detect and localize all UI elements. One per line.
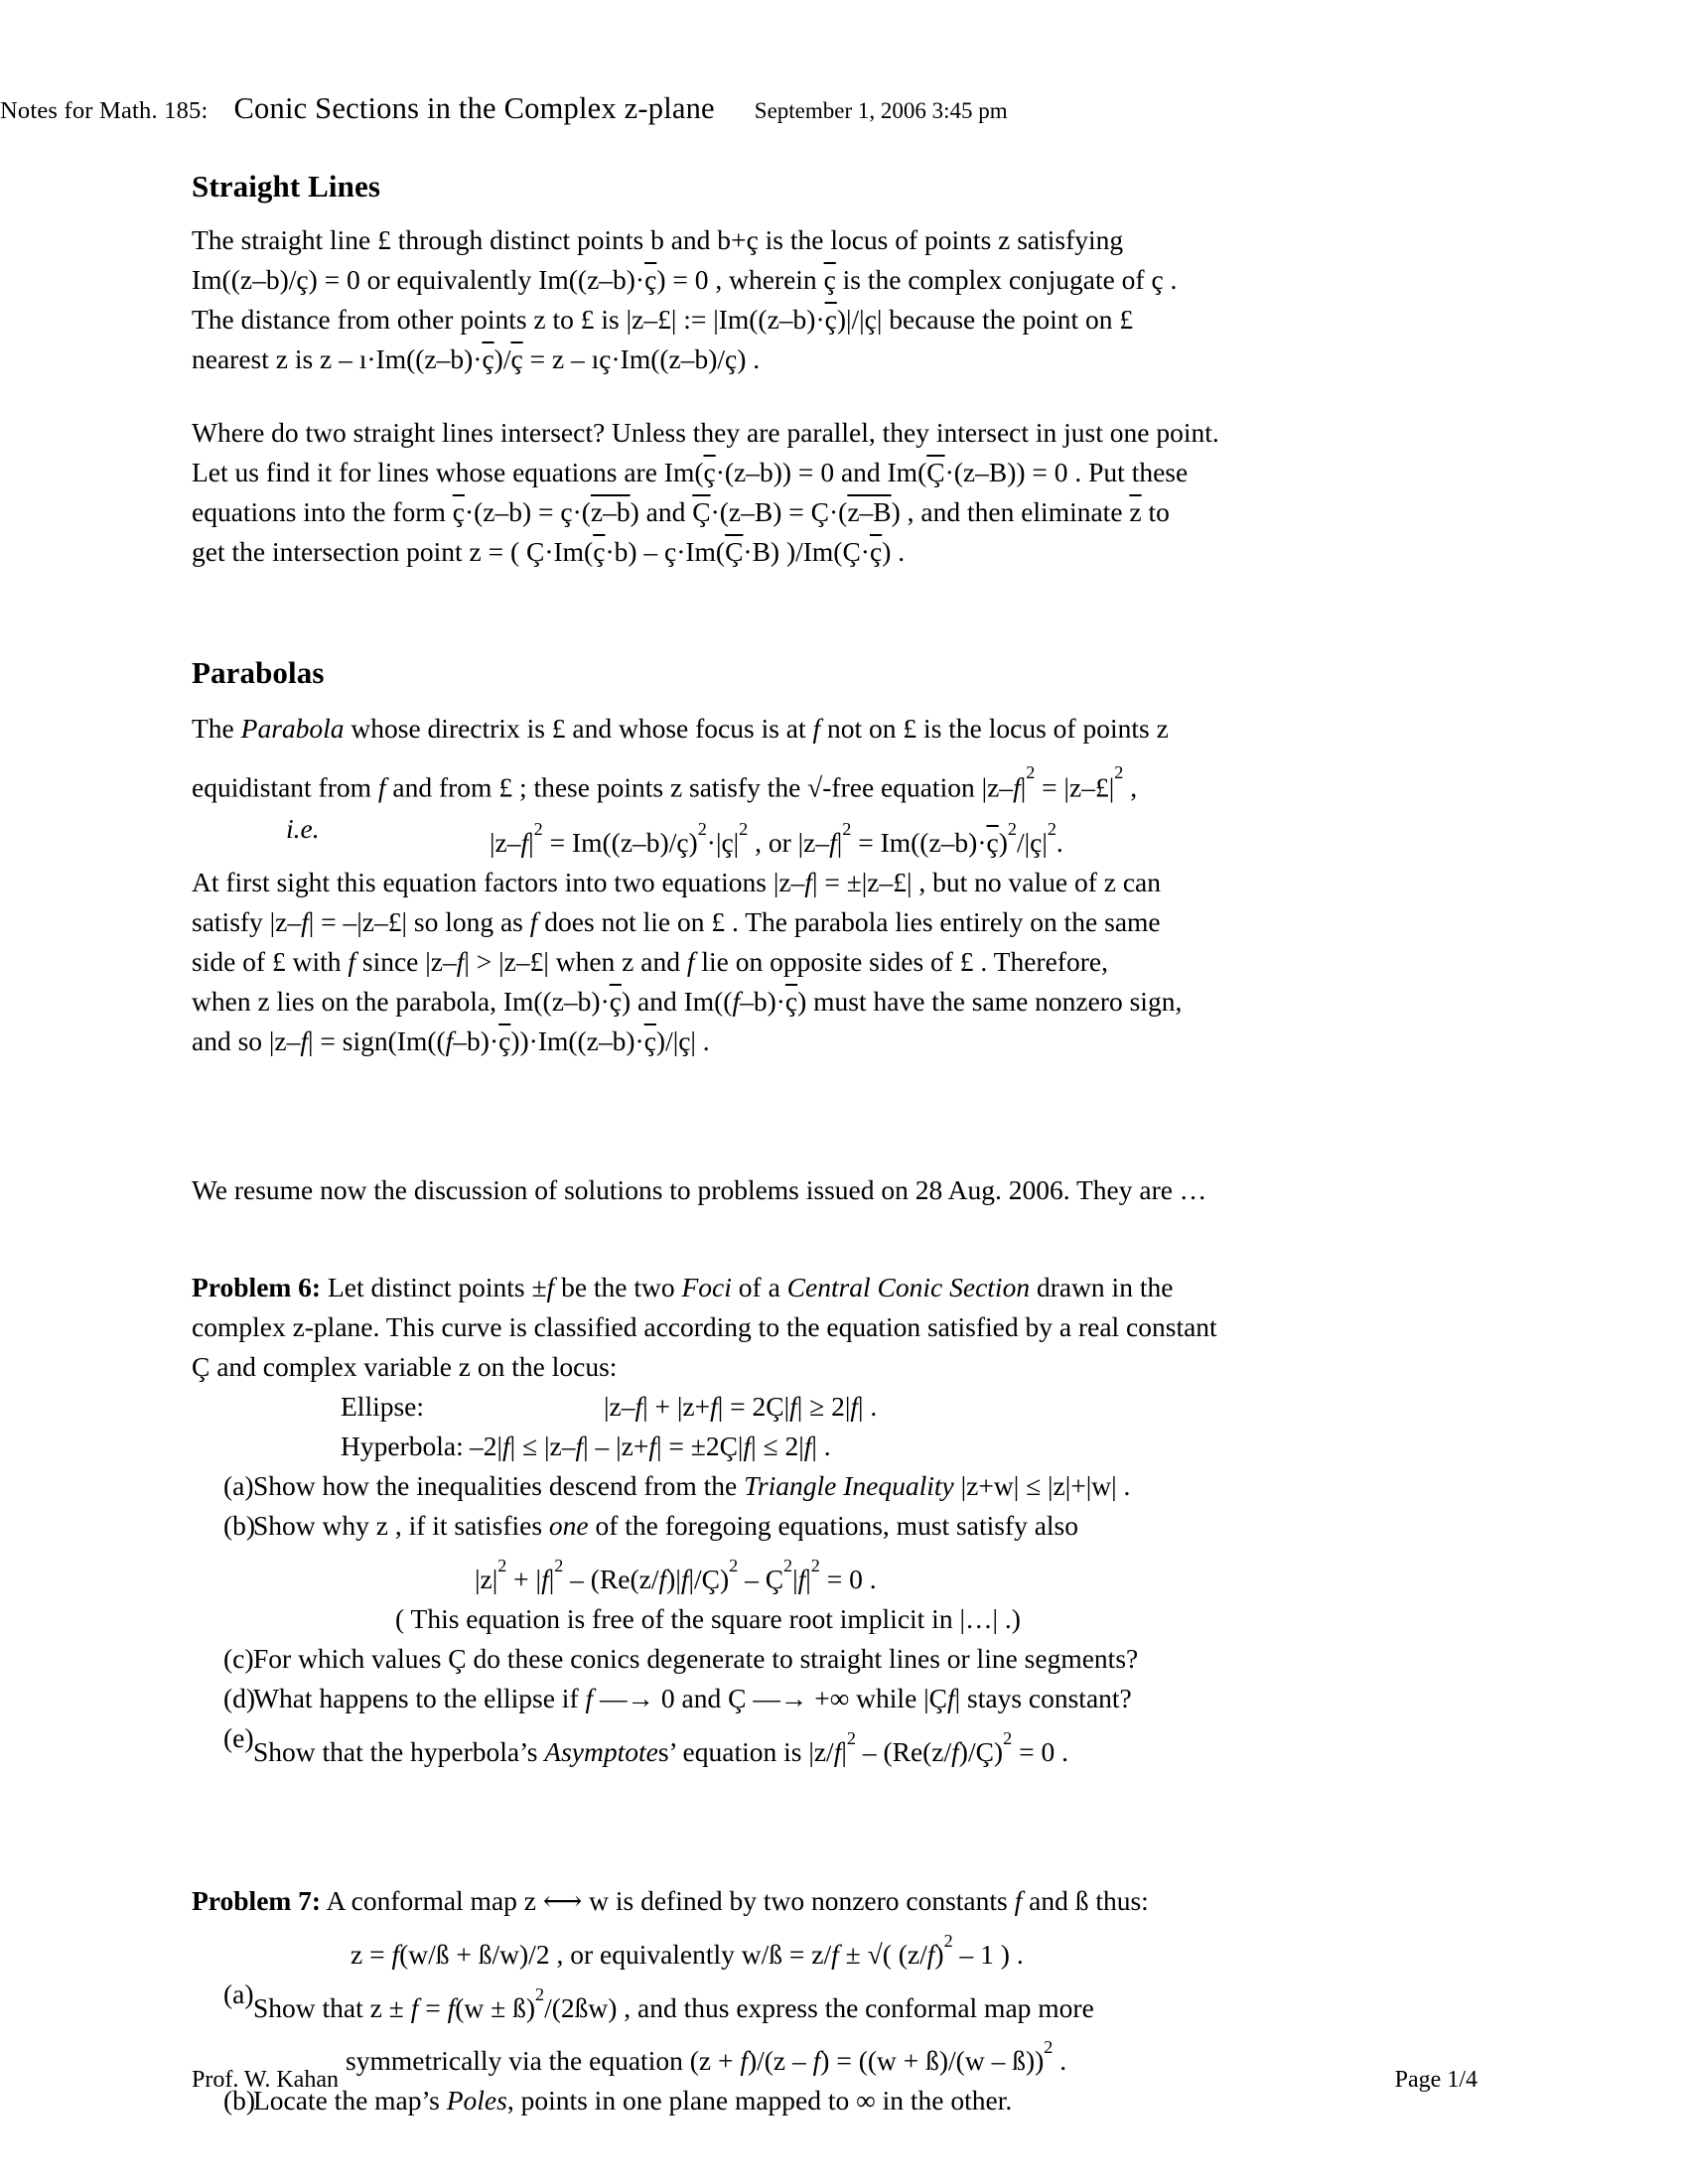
var-f: f (812, 2045, 821, 2077)
heading-straight-lines: Straight Lines (192, 169, 381, 204)
problem-6 (192, 1268, 1477, 1387)
item-marker: (c) (223, 1643, 254, 1675)
text-line: side of £ with (192, 946, 349, 978)
text-line: , points in one plane mapped to ∞ in the other. (506, 2085, 1013, 2116)
item-marker: (e) (223, 1722, 254, 1754)
text-line: ) (998, 827, 1008, 859)
text-line: nearest z is z – ı·Im((z–b)· (192, 343, 483, 374)
text-line: not on £ is the locus of points z (820, 713, 1169, 744)
conjugate-c: $\overline{ç}$ (824, 304, 837, 335)
text-line: )/ (493, 343, 511, 374)
var-f: f (831, 1938, 839, 1970)
var-f: f (410, 1991, 419, 2023)
conjugate-C: $\overline{Ç}$ (725, 536, 744, 567)
text-line: – (Re(z/ (563, 1564, 659, 1595)
text-line: ) must have the same nonzero sign, (797, 986, 1183, 1018)
list-item (192, 1466, 1477, 1506)
text-line: |z/ (808, 1735, 834, 1767)
problem-6-label: Problem 6: (192, 1272, 322, 1303)
text-line: Ç and complex variable z on the locus: (192, 1351, 618, 1383)
equation-hyperbola (192, 1427, 1477, 1466)
text-line: |z– (604, 1391, 635, 1423)
paragraph-straight-lines-2 (192, 413, 1477, 572)
equation-ellipse (192, 1387, 1477, 1427)
text-line: | stays constant? (954, 1683, 1132, 1714)
text-line: | (805, 1564, 811, 1595)
var-f: f (546, 1272, 555, 1303)
var-f: f (804, 867, 812, 898)
item-marker: (b) (223, 1510, 256, 1542)
var-f: f (1014, 1884, 1023, 1916)
list-item (192, 1506, 1477, 1546)
running-head (0, 91, 1286, 126)
item-marker: (a) (223, 1470, 254, 1502)
text-line: lie on opposite sides of £ . Therefore, (694, 946, 1108, 978)
text-line: )/(z – (747, 2045, 813, 2077)
text-line: . (1053, 2045, 1067, 2077)
var-f: f (300, 1025, 309, 1057)
var-f: f (377, 771, 386, 803)
term-triangle-inequality: Triangle Inequality (744, 1470, 954, 1502)
text-line: |z+w| ≤ |z|+|w| . (953, 1470, 1131, 1502)
text-line: | = –|z–£| so long as (308, 906, 530, 938)
term-poles: Poles (446, 2085, 507, 2116)
text-line: The (192, 713, 241, 744)
var-f: f (447, 1991, 456, 2023)
var-f: f (658, 1564, 667, 1595)
text-line: and so |z– (192, 1025, 301, 1057)
text-line: | + |z+ (642, 1391, 711, 1423)
var-f: f (833, 1735, 842, 1767)
label-hyperbola: Hyperbola: (341, 1431, 464, 1462)
var-f: f (648, 1431, 656, 1462)
exponent: 2 (739, 819, 749, 840)
text-line: )/|ç| . (655, 1025, 710, 1057)
text-line: The distance from other points z to £ is |z–£| := |Im((z–b)· (192, 304, 825, 335)
exponent: 2 (842, 819, 852, 840)
exponent: 2 (846, 1728, 856, 1749)
text-line: when z lies on the parabola, Im((z–b)· (192, 986, 610, 1018)
document-date: September 1, 2006 3:45 pm (754, 98, 1008, 123)
text-line: | (792, 1564, 798, 1595)
text-line: , (1123, 771, 1138, 803)
var-f: f (732, 986, 741, 1018)
text-line: | = ±2Ç| (655, 1431, 744, 1462)
text-line: A conformal map z ⟷ w is defined by two nonzero constants (321, 1884, 1015, 1916)
var-f: f (686, 946, 695, 978)
conjugate-c: $\overline{ç}$ (498, 1025, 511, 1057)
text-line: | = ±|z–£| , but no value of z can (811, 867, 1161, 898)
text-line: /(2ßw) , and thus express the conformal map more (544, 1991, 1094, 2023)
term-parabola: Parabola (240, 713, 345, 744)
exponent: 2 (497, 1556, 507, 1576)
note-problem6-b: ( This equation is free of the square root implicit in |…| .) (395, 1603, 1021, 1635)
var-f: f (502, 1431, 510, 1462)
term-one: one (548, 1510, 589, 1542)
text-line: –2| (470, 1431, 503, 1462)
item-marker: (a) (223, 1978, 254, 2009)
text-line: Show that z ± (253, 1991, 411, 2023)
text-line: ) , and then eliminate (891, 496, 1130, 527)
text-line: of a (731, 1272, 787, 1303)
text-line: = (418, 1991, 448, 2023)
text-line: and ß thus: (1022, 1884, 1149, 1916)
text-line: ) and Im(( (621, 986, 733, 1018)
exponent: 2 (533, 819, 543, 840)
exponent: 2 (1007, 819, 1017, 840)
text-line: = z – ıç·Im((z–b)/ç) . (522, 343, 761, 374)
text-line: )|/|ç| because the point on £ (836, 304, 1134, 335)
exponent: 2 (1114, 762, 1124, 782)
text-line: ± √( (z/ (838, 1938, 927, 1970)
text-line: whose directrix is £ and whose focus is at (344, 713, 813, 744)
paragraph-parabolas (192, 707, 1477, 809)
var-f: f (529, 906, 538, 938)
exponent: 2 (1047, 819, 1056, 840)
paragraph-parabolas-2 (192, 863, 1477, 1061)
text-line: is the complex conjugate of ç . (835, 264, 1178, 295)
var-f: f (680, 1564, 689, 1595)
page-title: Conic Sections in the Complex z-plane (233, 91, 715, 125)
label-ellipse: Ellipse: (341, 1391, 425, 1423)
text-line: | > |z–£| when z and (464, 946, 687, 978)
display-equation-ie (192, 809, 1477, 863)
text-line: /|ç| (1016, 827, 1048, 859)
text-line: ·(z–b)) = 0 and Im( (715, 457, 927, 487)
text-line: | ≥ 2| (796, 1391, 851, 1423)
text-line: ) . (882, 536, 906, 567)
text-line: Locate the map’s (253, 2085, 447, 2116)
text-line: Show why z , if it satisfies (253, 1510, 549, 1542)
conjugate-c: $\overline{ç}$ (986, 827, 999, 859)
text-line: | . (811, 1431, 831, 1462)
text-line: | ≤ 2| (751, 1431, 804, 1462)
text-line: )| (666, 1564, 681, 1595)
text-line: What happens to the ellipse if (253, 1683, 586, 1714)
var-f: f (585, 1683, 594, 1714)
conjugate-c: $\overline{ç}$ (482, 343, 494, 374)
text-line: The straight line £ through distinct points b and b+ç is the locus of points z satisfying (192, 224, 1124, 255)
text-line: (w ± ß) (455, 1991, 536, 2023)
text-line: – Ç (738, 1564, 784, 1595)
text-line: – (Re(z/ (855, 1735, 952, 1767)
exponent: 2 (554, 1556, 564, 1576)
text-line: – 1 ) . (952, 1938, 1024, 1970)
text-line: Let us find it for lines whose equations are Im( (192, 457, 704, 487)
text-line: Show how the inequalities descend from the (253, 1470, 745, 1502)
text-line: | = sign(Im(( (308, 1025, 446, 1057)
text-line: | (528, 827, 534, 859)
conjugate-c: $\overline{ç}$ (609, 986, 622, 1018)
exponent: 2 (535, 1983, 545, 2004)
text-line: | (841, 1735, 847, 1767)
text-line: z = (351, 1938, 392, 1970)
paragraph-straight-lines-1 (192, 220, 1477, 379)
text-line: does not lie on £ . The parabola lies entirely on the same (537, 906, 1161, 938)
exponent: 2 (943, 1930, 953, 1951)
problem-7 (192, 1881, 1477, 1921)
var-f: f (456, 946, 465, 978)
footer-author: Prof. W. Kahan (192, 2067, 339, 2093)
var-f: f (710, 1391, 718, 1423)
text-line: Im((z–b)/ç) = 0 or equivalently Im((z–b)· (192, 264, 645, 295)
text-line: = 0 . (819, 1564, 877, 1595)
text-line: ·(z–B)) = 0 . Put these (944, 457, 1189, 487)
conjugate-c: $\overline{ç}$ (452, 496, 465, 527)
text-line: satisfy |z– (192, 906, 302, 938)
conjugate-zb: z–b (590, 496, 631, 527)
conjugate-c: $\overline{ç}$ (593, 536, 606, 567)
text-line: |z– (490, 827, 521, 859)
var-f: f (789, 1391, 797, 1423)
var-f: f (301, 906, 309, 938)
var-f: f (391, 1938, 400, 1970)
list-item (192, 1975, 1477, 2028)
text-line: to (1141, 496, 1170, 527)
text-line: = 0 . (1012, 1735, 1068, 1767)
var-f: f (951, 1735, 959, 1767)
problem-7-label: Problem 7: (192, 1884, 322, 1916)
text-line: Where do two straight lines intersect? Unless they are parallel, they intersect in just one point. (192, 417, 1219, 448)
term-central-conic-section: Central Conic Section (786, 1272, 1031, 1303)
conjugate-c: $\overline{ç}$ (784, 986, 798, 1018)
var-f: f (520, 827, 529, 859)
text-line: since |z– (355, 946, 457, 978)
text-line: ·|ç| (706, 827, 740, 859)
text-line: –b)· (740, 986, 785, 1018)
text-line: ·b) – ç·Im( (605, 536, 726, 567)
label-ie: i.e. (286, 813, 320, 845)
text-line: get the intersection point z = ( Ç·Im( (192, 536, 594, 567)
var-f: f (829, 827, 837, 859)
text-line: (w/ß + ß/w)/2 , or equivalently w/ß = z/ (399, 1938, 832, 1970)
conjugate-c: $\overline{ç}$ (703, 457, 716, 487)
exponent: 2 (1044, 2037, 1054, 2058)
var-f: f (634, 1391, 643, 1423)
text-line: ·(z–B) = Ç·( (710, 496, 848, 527)
text-line: ) = 0 , wherein (656, 264, 824, 295)
var-f: f (812, 713, 821, 744)
var-f: f (850, 1391, 859, 1423)
text-line: equidistant from (192, 771, 378, 803)
text-line: ·(z–b) = ç·( (464, 496, 591, 527)
text-line: We resume now the discussion of solutions to problems issued on 28 Aug. 2006. They are … (192, 1174, 1207, 1206)
text-line: | – |z+ (583, 1431, 649, 1462)
conjugate-c: $\overline{ç}$ (823, 264, 836, 295)
text-line: At first sight this equation factors into two equations |z– (192, 867, 805, 898)
item-marker: (d) (223, 1683, 256, 1714)
paragraph-resume (192, 1170, 1477, 1210)
text-line: For which values Ç do these conics degenerate to straight lines or line segments? (253, 1643, 1139, 1675)
text-line: | (836, 827, 843, 859)
exponent: 2 (1026, 762, 1036, 782)
var-f: f (541, 1564, 549, 1595)
list-item (192, 1679, 1477, 1718)
document-body (192, 169, 1477, 2120)
text-line: —→ 0 and Ç —→ +∞ while |Ç (593, 1683, 947, 1714)
exponent: 2 (729, 1556, 739, 1576)
conjugate-c: $\overline{ç}$ (643, 1025, 656, 1057)
var-f: f (743, 1431, 752, 1462)
conjugate-c: $\overline{ç}$ (510, 343, 523, 374)
var-f: f (740, 2045, 748, 2077)
text-line: = |z–£| (1035, 771, 1115, 803)
conjugate-z: $\overline{z}$ (1129, 496, 1142, 527)
var-f: f (445, 1025, 454, 1057)
list-item (192, 1639, 1477, 1679)
text-line: complex z-plane. This curve is classified according to the equation satisfied by a real constant (192, 1311, 1217, 1343)
text-line: = Im((z–b)· (851, 827, 987, 859)
exponent: 2 (810, 1556, 820, 1576)
term-asymptotes: Asymptote (544, 1735, 658, 1767)
conjugate-C: $\overline{Ç}$ (692, 496, 711, 527)
exponent: 2 (1003, 1728, 1013, 1749)
text-line: ·B) )/Im(Ç· (743, 536, 870, 567)
heading-parabolas: Parabolas (192, 655, 325, 690)
text-line: )/Ç) (958, 1735, 1004, 1767)
text-line: equations into the form (192, 496, 453, 527)
text-line: ))·Im((z–b)· (510, 1025, 644, 1057)
text-line: Let distinct points ± (321, 1272, 547, 1303)
conjugate-c: $\overline{ç}$ (869, 536, 883, 567)
text-line: |/Ç) (688, 1564, 730, 1595)
exponent: 2 (783, 1556, 793, 1576)
text-line: + | (506, 1564, 542, 1595)
text-line: drawn in the (1030, 1272, 1174, 1303)
equation-problem7 (192, 1921, 1477, 1975)
text-line: , or |z– (748, 827, 830, 859)
term-foci: Foci (681, 1272, 732, 1303)
course-label: Notes for Math. 185: (0, 97, 209, 124)
text-line: = Im((z–b)/ç) (542, 827, 698, 859)
list-item (192, 1718, 1477, 1772)
text-line: | (1020, 771, 1027, 803)
page-footer (192, 2067, 1477, 2094)
text-line: symmetrically via the equation (z + (346, 2045, 741, 2077)
text-line: Show that the hyperbola’s (253, 1735, 545, 1767)
conjugate-c: $\overline{ç}$ (644, 264, 657, 295)
exponent: 2 (697, 819, 707, 840)
text-line: . (1055, 827, 1063, 859)
equation-problem6-b (192, 1546, 1477, 1599)
text-line: s’ equation is (657, 1735, 809, 1767)
text-line: –b)· (453, 1025, 499, 1057)
var-f: f (797, 1564, 806, 1595)
text-line: ) and (630, 496, 693, 527)
conjugate-C: $\overline{Ç}$ (926, 457, 945, 487)
var-f: f (348, 946, 355, 978)
text-line: | (548, 1564, 555, 1595)
var-f: f (947, 1683, 955, 1714)
text-line: | ≤ |z– (509, 1431, 576, 1462)
text-line: of the foregoing equations, must satisfy also (588, 1510, 1079, 1542)
var-f: f (926, 1938, 935, 1970)
text-line: ) = ((w + ß)/(w – ß)) (820, 2045, 1045, 2077)
text-line: | = 2Ç| (717, 1391, 790, 1423)
var-f: f (575, 1431, 584, 1462)
var-f: f (1013, 771, 1021, 803)
text-line: |z| (475, 1564, 498, 1595)
var-f: f (803, 1431, 812, 1462)
item-marker: (b) (223, 2085, 256, 2116)
text-line: ) (934, 1938, 944, 1970)
text-line: be the two (554, 1272, 682, 1303)
footer-page-number: Page 1/4 (1394, 2067, 1477, 2093)
text-line: | . (858, 1391, 878, 1423)
text-line: and from £ ; these points z satisfy the √-free equation |z– (385, 771, 1014, 803)
conjugate-zB: z–B (847, 496, 892, 527)
